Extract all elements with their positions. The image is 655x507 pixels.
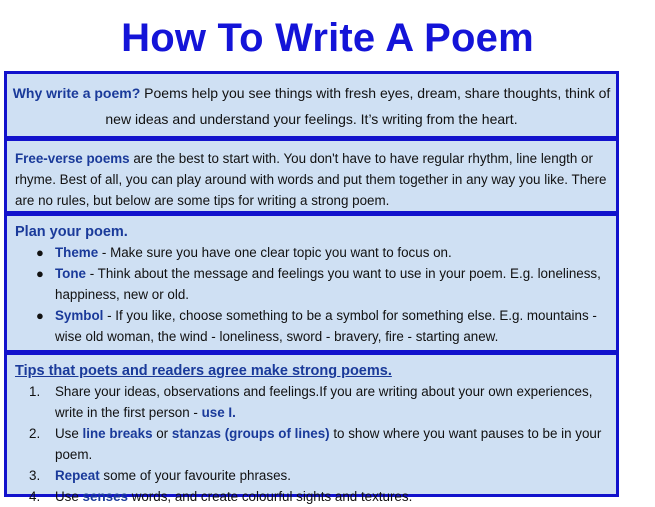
item-number: 3.	[29, 468, 41, 483]
tip-highlight: Repeat	[55, 468, 100, 483]
free-verse-panel	[4, 138, 619, 214]
plan-term: Symbol	[55, 308, 104, 323]
plan-panel	[4, 213, 619, 353]
item-number: 2.	[29, 426, 41, 441]
plan-list	[15, 242, 608, 347]
plan-term: Tone	[55, 266, 86, 281]
list-item	[15, 381, 608, 423]
plan-heading: Plan your poem.	[15, 224, 128, 240]
intro-text: Poems help you see things with fresh eyes, dream, share thoughts, think of new ideas and understand your feelings. It’s writing from the heart.	[105, 85, 611, 127]
free-verse-lead: Free-verse poems	[15, 151, 130, 166]
plan-term: Theme	[55, 245, 99, 260]
intro-lead: Why write a poem?	[12, 85, 141, 101]
tip-text: words, and create colourful sights and textures.	[127, 489, 413, 504]
tip-text: Share your ideas, observations and feelings.If you are writing about your own experiences, write in the first person -	[55, 384, 593, 420]
tips-heading: Tips that poets and readers agree make strong poems.	[15, 363, 392, 379]
item-number: 1.	[29, 384, 41, 399]
list-item	[15, 423, 608, 465]
plan-text: - Think about the message and feelings you want to use in your poem. E.g. loneliness, happiness, new or old.	[55, 266, 601, 302]
item-number: 4.	[29, 489, 41, 504]
tips-panel	[4, 352, 619, 504]
tip-text: Use	[55, 426, 83, 441]
list-item	[15, 465, 608, 486]
free-verse-text: are the best to start with. You don't have to have regular rhythm, line length or rhyme. Best of all, you can play around with words and put them together in any way you like. There are no rules, but below are some tips for writing a strong poem.	[15, 151, 607, 208]
tip-text: some of your favourite phrases.	[99, 468, 291, 483]
page-title: How To Write A Poem	[121, 16, 534, 60]
list-item	[15, 486, 608, 507]
intro-panel	[4, 71, 619, 139]
list-item	[15, 305, 608, 347]
list-item	[15, 263, 608, 305]
tip-highlight: use I.	[201, 405, 236, 420]
tip-highlight: senses	[82, 489, 128, 504]
list-item	[15, 242, 608, 263]
bullet-icon: ●	[36, 266, 44, 281]
plan-text: - If you like, choose something to be a symbol for something else. E.g. mountains - wise old woman, the wind - loneliness, sword - bravery, fire - starting anew.	[55, 308, 597, 344]
tip-highlight: stanzas (groups of lines)	[171, 426, 330, 441]
tip-text: to show where you want pauses to be in your poem.	[55, 426, 602, 462]
tip-text: Use	[55, 489, 83, 504]
tip-text: or	[152, 426, 172, 441]
plan-text: - Make sure you have one clear topic you want to focus on.	[98, 245, 452, 260]
bullet-icon: ●	[36, 245, 44, 260]
bullet-icon: ●	[36, 308, 44, 323]
tip-highlight: line breaks	[82, 426, 153, 441]
tips-list	[15, 381, 608, 507]
